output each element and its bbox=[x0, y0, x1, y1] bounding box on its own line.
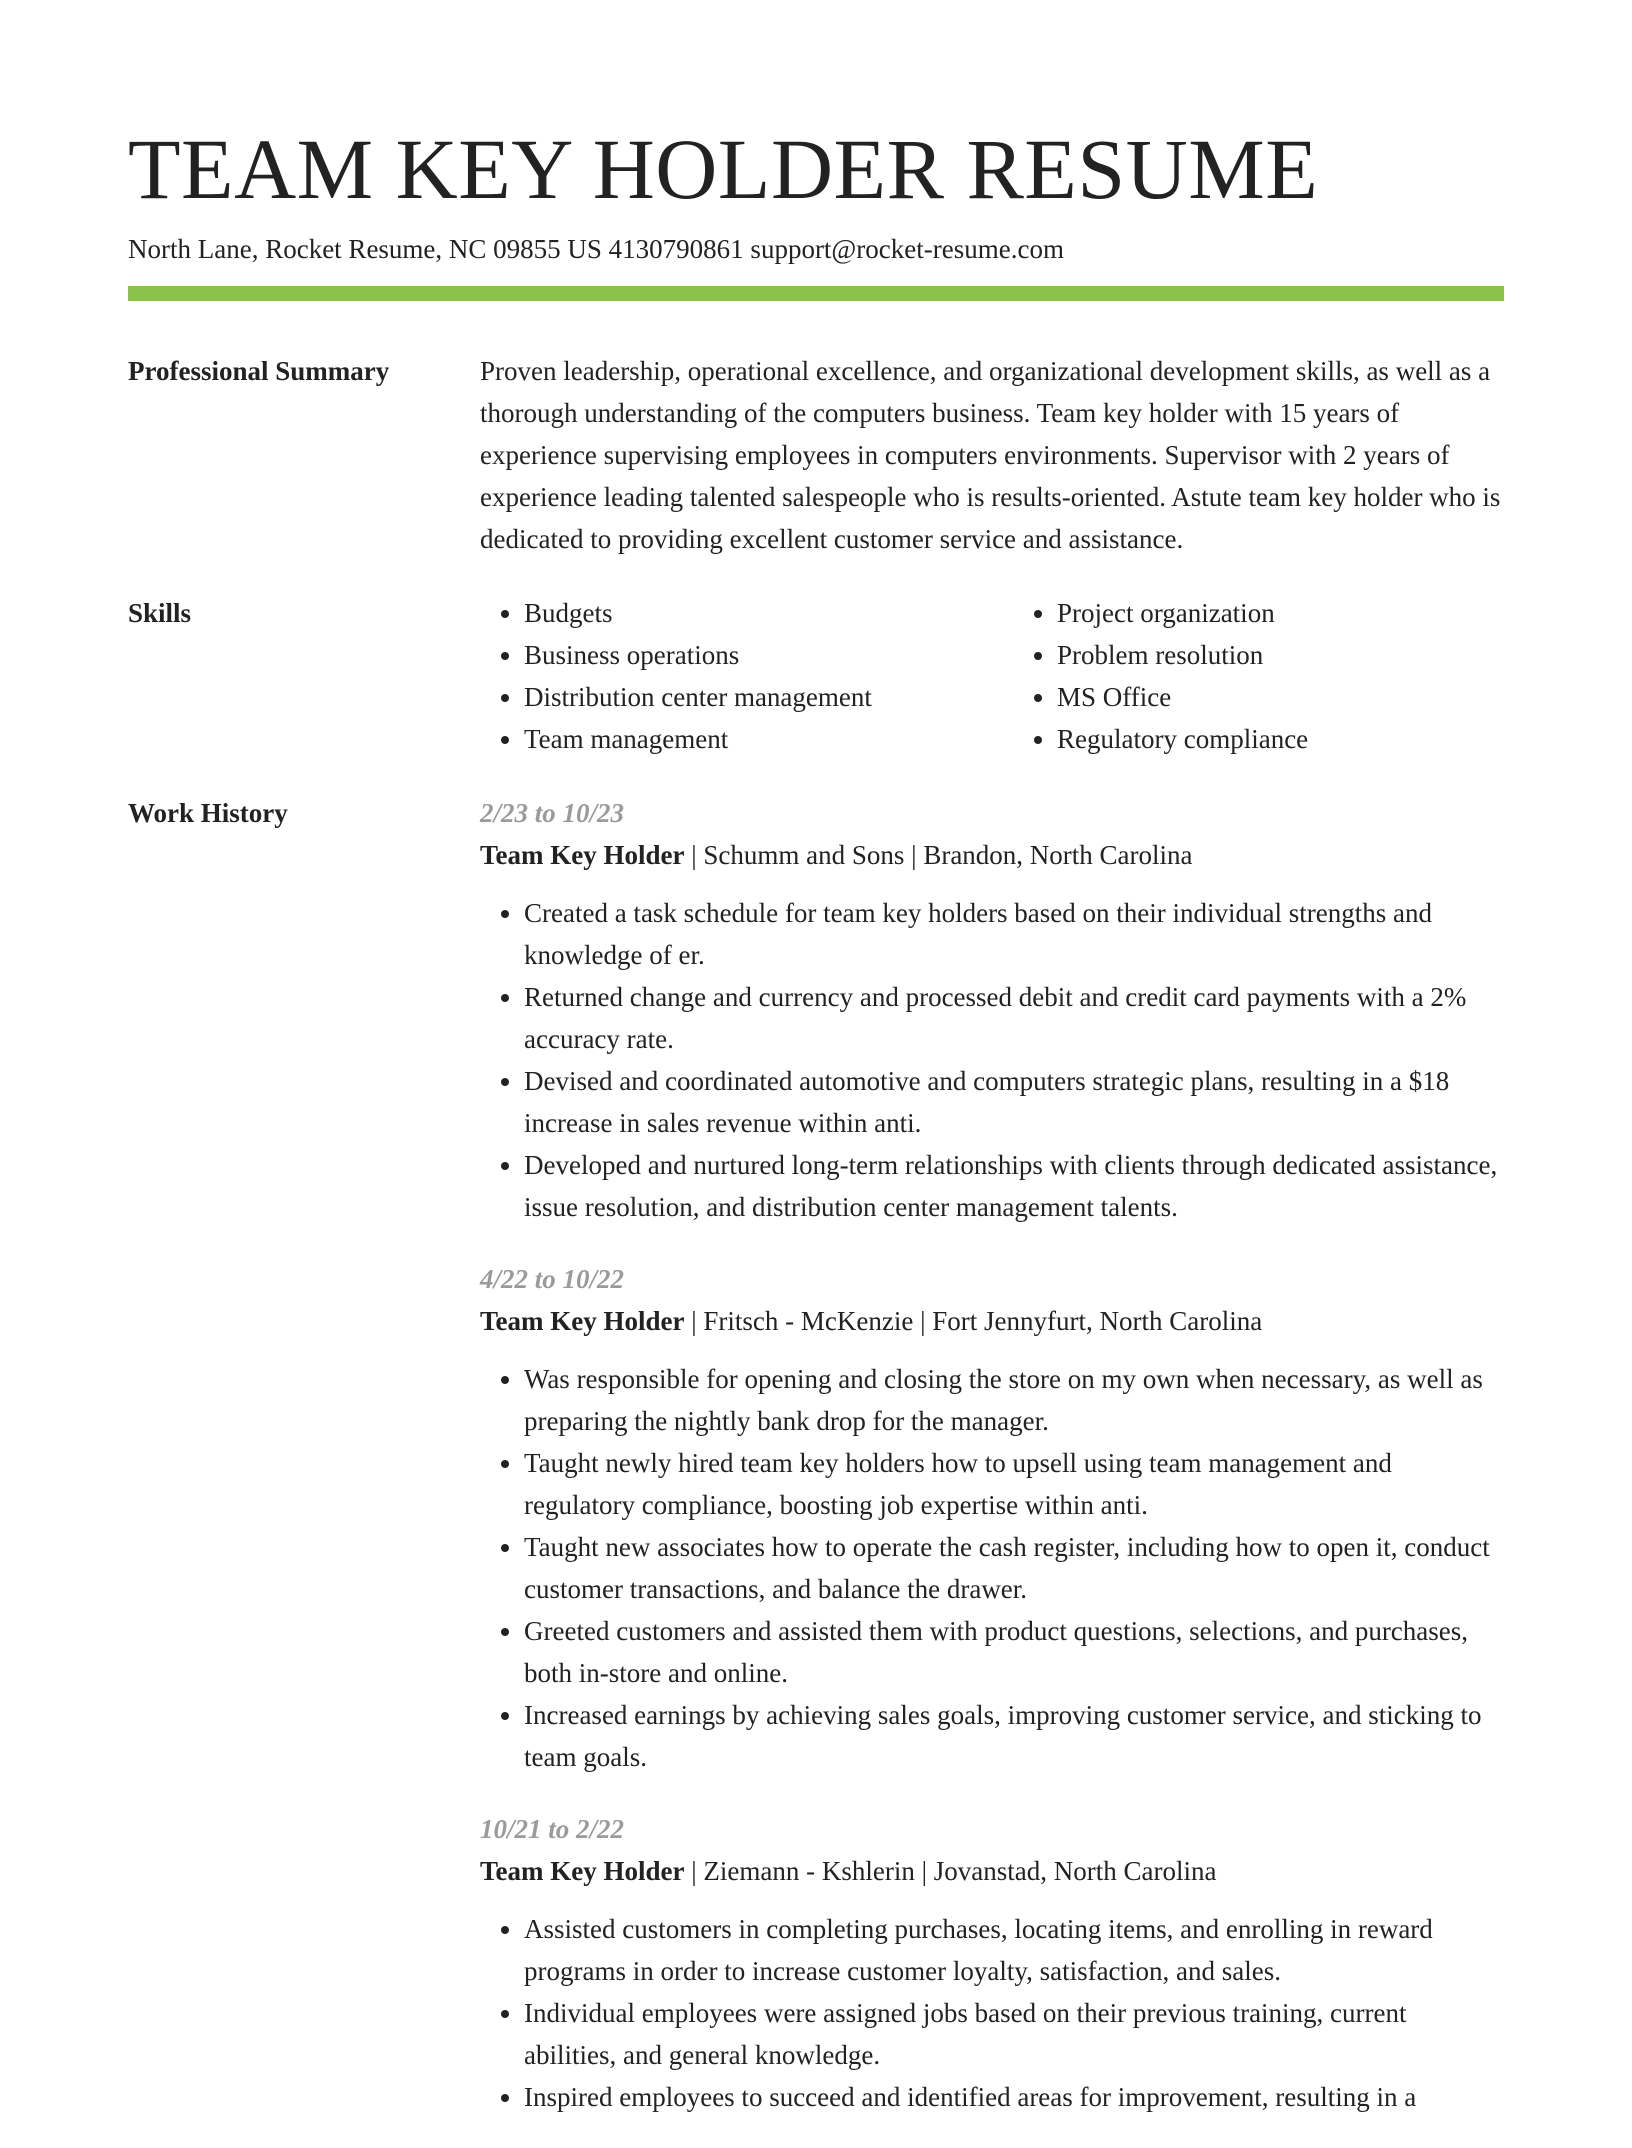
job-bullets bbox=[480, 892, 1504, 1228]
job-bullet: • Taught newly hired team key holders how to upsell using team management and regulatory compliance, boosting job expertise within anti. bbox=[524, 1442, 1504, 1526]
job-bullet: • Assisted customers in completing purchases, locating items, and enrolling in reward programs in order to increase customer loyalty, satisfaction, and sales. bbox=[524, 1908, 1504, 1992]
job-separator: | bbox=[913, 1306, 933, 1336]
job-bullet: • Returned change and currency and processed debit and credit card payments with a 2% accuracy rate. bbox=[524, 976, 1504, 1060]
job-bullets bbox=[480, 1358, 1504, 1778]
job-heading bbox=[480, 1300, 1504, 1342]
job-bullet: • Inspired employees to succeed and identified areas for improvement, resulting in a bbox=[524, 2076, 1504, 2118]
job-entry bbox=[480, 1258, 1504, 1778]
job-location: Brandon, North Carolina bbox=[923, 840, 1193, 870]
job-heading bbox=[480, 834, 1504, 876]
skill-item: • Problem resolution bbox=[1057, 634, 1504, 676]
work-history-body bbox=[480, 792, 1504, 2148]
skills-body bbox=[480, 592, 1504, 760]
job-location: Fort Jennyfurt, North Carolina bbox=[932, 1306, 1263, 1336]
skills-list-left bbox=[480, 592, 971, 760]
skill-item: • Project organization bbox=[1057, 592, 1504, 634]
summary-body bbox=[480, 350, 1504, 560]
contact-info: North Lane, Rocket Resume, NC 09855 US 4130790861 support@rocket-resume.com bbox=[128, 234, 1064, 264]
job-dates: 2/23 to 10/23 bbox=[480, 798, 625, 828]
job-title: Team Key Holder bbox=[480, 1306, 685, 1336]
job-separator: | bbox=[684, 840, 704, 870]
job-entry bbox=[480, 1808, 1504, 2118]
job-bullet: • Increased earnings by achieving sales goals, improving customer service, and sticking to team goals. bbox=[524, 1694, 1504, 1778]
job-bullet: • Devised and coordinated automotive and computers strategic plans, resulting in a $18 increase in sales revenue within anti. bbox=[524, 1060, 1504, 1144]
skill-item: • Business operations bbox=[524, 634, 971, 676]
job-dates: 4/22 to 10/22 bbox=[480, 1264, 625, 1294]
skill-item: • Regulatory compliance bbox=[1057, 718, 1504, 760]
job-company: Fritsch - McKenzie bbox=[703, 1306, 914, 1336]
skills-grid bbox=[480, 592, 1504, 760]
job-bullet: • Taught new associates how to operate the cash register, including how to open it, conduct customer transactions, and balance the drawer. bbox=[524, 1526, 1504, 1610]
job-title: Team Key Holder bbox=[480, 1856, 685, 1886]
job-heading bbox=[480, 1850, 1504, 1892]
skill-item: • Distribution center management bbox=[524, 676, 971, 718]
job-company: Schumm and Sons bbox=[703, 840, 905, 870]
job-bullet: • Was responsible for opening and closing the store on my own when necessary, as well as preparing the nightly bank drop for the manager. bbox=[524, 1358, 1504, 1442]
summary-label: Professional Summary bbox=[128, 356, 390, 386]
job-company: Ziemann - Kshlerin bbox=[703, 1856, 915, 1886]
work-history-label: Work History bbox=[128, 798, 288, 828]
job-bullet: • Developed and nurtured long-term relationships with clients through dedicated assistance, issue resolution, and distribution center management talents. bbox=[524, 1144, 1504, 1228]
job-bullets bbox=[480, 1908, 1504, 2118]
header-divider bbox=[128, 286, 1504, 301]
job-title: Team Key Holder bbox=[480, 840, 685, 870]
job-separator: | bbox=[914, 1856, 934, 1886]
job-bullet: • Created a task schedule for team key holders based on their individual strengths and knowledge of er. bbox=[524, 892, 1504, 976]
job-bullet: • Individual employees were assigned jobs based on their previous training, current abilities, and general knowledge. bbox=[524, 1992, 1504, 2076]
job-dates: 10/21 to 2/22 bbox=[480, 1814, 625, 1844]
job-bullet: • Greeted customers and assisted them with product questions, selections, and purchases, both in-store and online. bbox=[524, 1610, 1504, 1694]
skills-label: Skills bbox=[128, 598, 192, 628]
job-separator: | bbox=[904, 840, 924, 870]
skill-item: • MS Office bbox=[1057, 676, 1504, 718]
skill-item: • Budgets bbox=[524, 592, 971, 634]
job-separator: | bbox=[684, 1306, 704, 1336]
job-separator: | bbox=[684, 1856, 704, 1886]
summary-text: Proven leadership, operational excellence, and organizational development skills, as well as a thorough understanding of the computers business. Team key holder with 15 years of experience supervising employees in computers environments. Supervisor with 2 years of experience leading talented salespeople who is results-oriented. Astute team key holder who is dedicated to providing excellent customer service and assistance. bbox=[480, 356, 1501, 554]
resume-title: TEAM KEY HOLDER RESUME bbox=[128, 121, 1319, 217]
skills-list-right bbox=[1013, 592, 1504, 760]
job-entry bbox=[480, 792, 1504, 1228]
job-location: Jovanstad, North Carolina bbox=[933, 1856, 1217, 1886]
skill-item: • Team management bbox=[524, 718, 971, 760]
